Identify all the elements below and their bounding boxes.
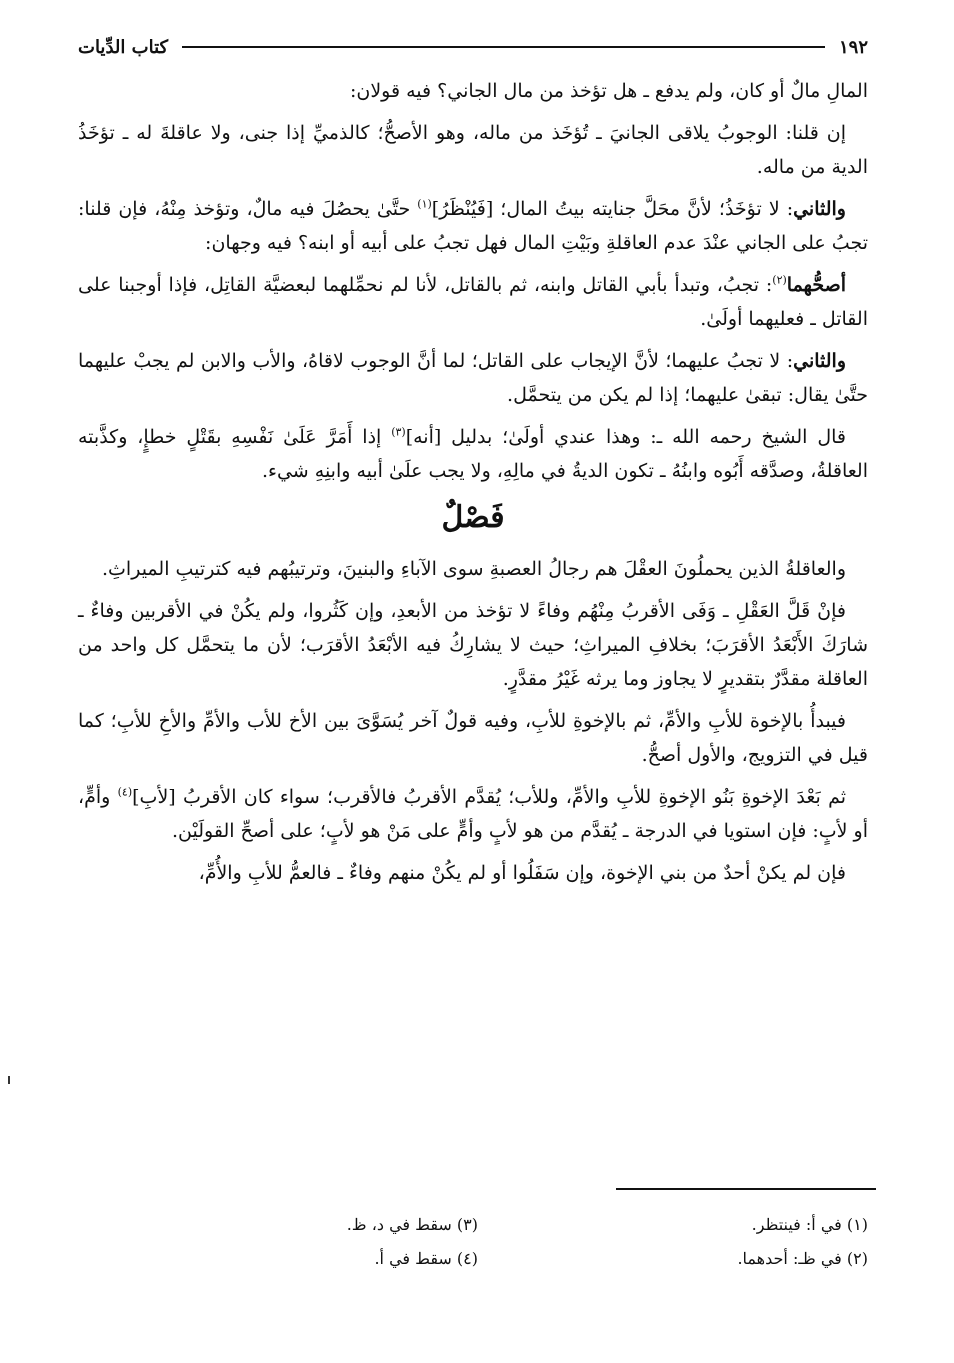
paragraph-9: فيبدأُ بالإخوة للأبِ والأمِّ، ثم بالإخوةِ للأبِ، وفيه قولٌ آخر يُسَوَّىَ بين الأخ للأب والأمِّ والأخِ للأبِ؛ كما قيل في التزويج، والأول أصحُّ. <box>78 710 868 766</box>
paragraph-6-text-b: إذا أَمَرَّ عَلَىٰ نَفْسِهِ بقَتْلٍ خطإٍ، وكذَّبته العاقلةُ، وصدَّقه أَبُوه وابنُهُ ـ تكون الديةُ في مالِهِ، ولا يجب علَىٰ أبيه وابنِهِ شيء. <box>78 426 868 482</box>
paragraph-10 <box>78 780 868 848</box>
footnote-2: (٢) في ظـ: أحدهما. <box>737 1249 868 1268</box>
footnotes <box>88 1208 868 1276</box>
footnote-ref-4: (٤) <box>117 785 133 799</box>
footnote-1: (١) في أ: فينتظر. <box>751 1215 868 1234</box>
paragraph-1: المالِ مالٌ أو كان، ولم يدفع ـ هل تؤخذ من مال الجاني؟ فيه قولان: <box>349 80 868 102</box>
paragraph-5 <box>78 344 868 412</box>
paragraph-5-text: : لا تجبُ عليهما؛ لأنَّ الإيجاب على القاتل؛ لما أنَّ الوجوب لاقاهُ، والأب والابن لم يجبْ عليهما حتَّىٰ يقال: تبقىٰ عليهما؛ إذا لم يكن من يتحمَّل. <box>78 350 868 406</box>
footnote-ref-1: (١) <box>417 197 432 211</box>
running-head <box>78 32 868 62</box>
paragraph-3-lead: والثاني <box>793 198 846 220</box>
footnote-4: (٤) سقط في أ. <box>374 1249 478 1268</box>
footnote-3: (٣) سقط في د، ظ. <box>346 1215 478 1234</box>
body-text <box>78 74 868 890</box>
paragraph-6-text-a: قال الشيخ رحمه الله ـ: وهذا عندي أولَىٰ؛ بدليل [أنه] <box>405 426 846 448</box>
paragraph-3-text-a: : لا تؤخَذُ؛ لأنَّ محَلَّ جنايته بيتُ المال؛ [فَيُنْظَرُ] <box>431 198 794 220</box>
paragraph-8: فإنْ قَلَّ العَقْلِ ـ وَفَى الأقربُ مِنْهُم وفاءً لا تؤخذ من الأبعدِ، وإن كَثُروا، ولم يكُنْ في الأقربين وفاءٌ ـ شارَكَ الأَبْعَدُ الأقرَبَ؛ بخلافِ الميراثِ؛ حيث لا يشارِكُ فيه الأبْعَدُ الأقرَب؛ لأن ما يتحمَّل كل واحد من العاقلة مقدَّرٌ بتقديرٍ لا يجاوز وما يرثه غَيْرُ مقدَّرٍ. <box>78 600 868 690</box>
footnote-rule <box>616 1188 876 1190</box>
paragraph-4 <box>78 268 868 336</box>
footnote-ref-2: (٢) <box>772 273 787 287</box>
paragraph-10-text-b: وأمٍّ، أو لأبٍ: فإن استويا في الدرجة ـ يُقدَّم من هو لأبٍ وأمٍّ على مَنْ هو لأبٍ؛ على أصحِّ القولَيْن. <box>78 786 868 842</box>
paragraph-5-lead: والثاني <box>793 350 846 372</box>
paragraph-3-text-b: حتَّىٰ يحصُلَ فيه مالٌ، وتؤخذ مِنْهُ، فإن قلنا: تجبُ على الجاني عنْدَ عدم العاقلةِ وبَيْتِ المال فهل تجبُ على أبيه أو ابنه؟ فيه وجهان: <box>78 198 868 254</box>
footnote-ref-3: (٣) <box>391 425 406 439</box>
paragraph-10-text-a: ثم بَعْدَ الإخوةِ بَنُو الإخوةِ للأبِ والأمِّ، وللأب؛ يُقدَّم الأقربُ فالأقرب؛ سواء كان الأقربُ [لأبِ] <box>132 786 846 808</box>
paragraph-11: فإن لم يكنْ أحدٌ من بني الإخوة، وإن سَفَلُوا أو لم يكُنْ منهم وفاءٌ ـ فالعمُّ للأبِ والأُمِّ، <box>198 862 846 884</box>
page-number: ١٩٢ <box>838 36 868 58</box>
scan-edge-mark <box>8 1076 10 1084</box>
paragraph-6 <box>78 420 868 488</box>
paragraph-4-text: : تجبُ، وتبدأ بأبي القاتل وابنه، ثم بالقاتل، لأنا لم نحمِّلهما لبعضيَّة القاتِل، فإذا أوجبنا على القاتل ـ فعليهما أولَىٰ. <box>78 274 868 330</box>
paragraph-3 <box>78 192 868 260</box>
section-heading: فَصْلٌ <box>441 500 505 535</box>
header-rule <box>182 46 825 48</box>
book-title: كتاب الدِّيات <box>78 36 169 58</box>
paragraph-2: إن قلنا: الوجوبُ يلاقى الجانيَ ـ تُؤخَذ من ماله، وهو الأصحُّ؛ كالذميِّ إذا جنى، ولا عاقلةَ له ـ تؤخَذُ الدية من ماله. <box>78 122 868 178</box>
paragraph-7: والعاقلةُ الذين يحملُونَ العقْلَ هم رجالُ العصبةِ سوى الآباءِ والبنينَ، وترتيبُهم فيه كترتيبِ الميراثِ. <box>102 558 846 580</box>
paragraph-4-lead: أصحُّهما <box>786 274 846 296</box>
book-page <box>78 32 868 898</box>
